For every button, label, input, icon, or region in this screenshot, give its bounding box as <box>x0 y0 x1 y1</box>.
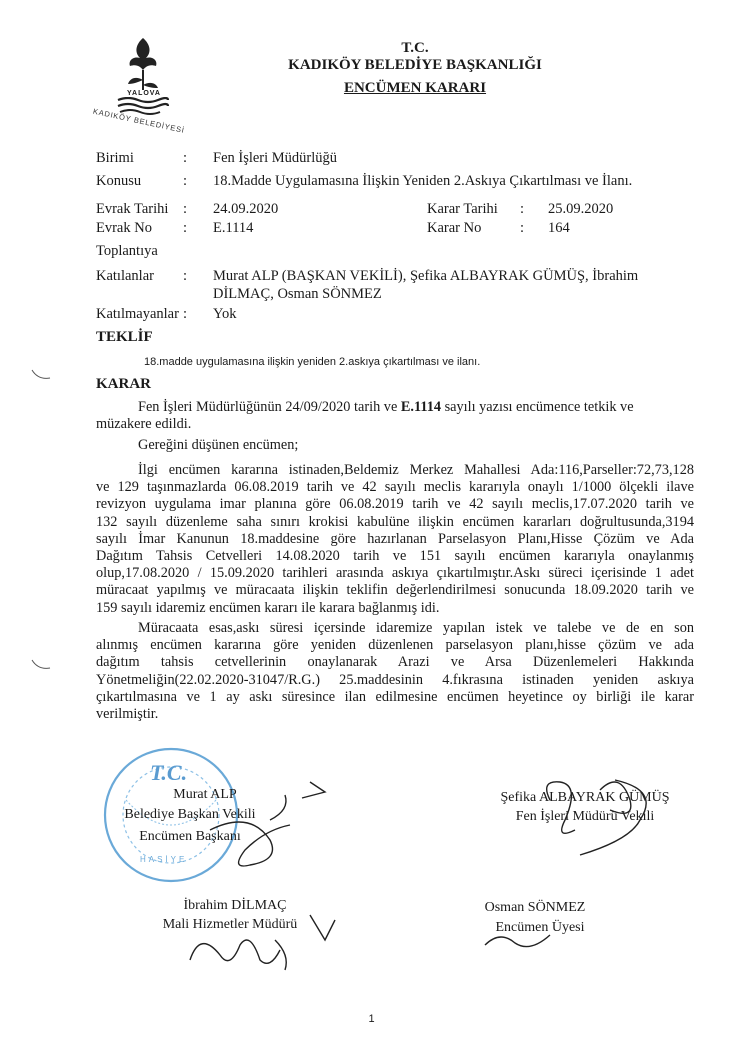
signatory-3-title: Mali Hizmetler Müdürü <box>162 917 298 932</box>
header-document-type: ENCÜMEN KARARI <box>343 80 487 96</box>
birimi-label: Birimi <box>96 150 134 166</box>
karar-no-value: 164 <box>548 220 570 236</box>
karar-p1-text: Fen İşleri Müdürlüğünün 24/09/2020 tarih ve <box>138 399 401 415</box>
punch-mark-icon <box>30 368 52 382</box>
paragraph-line: müracaat yapılmış ve müracaata ilişkin teklifin değerlendirilmesi sonucunda 18.09.2020 tarih ve <box>96 582 694 599</box>
seal-bottom-text: HASİYE <box>140 855 188 864</box>
colon: : <box>183 173 188 189</box>
colon: : <box>183 201 188 217</box>
signatory-2-name: Şefika ALBAYRAK GÜMÜŞ <box>500 790 670 805</box>
signature-3-icon <box>170 900 350 980</box>
paragraph-line: alınmış encümen kararına göre yeniden düzenlenen parselasyon planı,hisse çözüm ve ada <box>96 637 694 654</box>
logo-arc-text: KADIKÖY BELEDİYESİ <box>92 106 186 135</box>
karar-p1-line2: müzakere edildi. <box>96 416 192 433</box>
paragraph-line: Yönetmeliğin(22.02.2020-31047/R.G.) 25.maddesinin 4.fıkrasına istinaden yeniden askıya <box>96 671 694 688</box>
seal-top-text: T.C. <box>150 760 188 785</box>
evrak-no-label: Evrak No <box>96 220 152 236</box>
signatory-1-title-2: Encümen Başkanı <box>139 829 241 844</box>
header-tc: T.C. <box>401 40 429 56</box>
paragraph-line: olup,17.08.2020 / 15.09.2020 tarihleri arasında askıya çıkartılmıştır.Askı süreci içerisinde 1 adet <box>96 565 694 582</box>
teklif-text: 18.madde uygulamasına ilişkin yeniden 2.askıya çıkartılması ve ilanı. <box>144 356 481 368</box>
signatory-1-title-1: Belediye Başkan Vekili <box>124 807 256 822</box>
paragraph-line: İlgi encümen kararına istinaden,Beldemiz Merkez Mahallesi Ada:116,Parseller:72,73,128 <box>138 462 694 478</box>
karar-p1-text-end: sayılı yazısı encümence tetkik ve <box>441 399 634 415</box>
karar-tarihi-label: Karar Tarihi <box>427 201 498 217</box>
karar-tarihi-value: 25.09.2020 <box>548 201 614 217</box>
evrak-tarihi-label: Evrak Tarihi <box>96 201 169 217</box>
signature-1-icon <box>190 770 340 890</box>
punch-mark-icon <box>30 658 52 672</box>
colon: : <box>183 220 188 236</box>
paragraph-line: Müracaata esas,askı süresi içersinde idaremize yapılan istek ve talebe ve de en son <box>138 620 694 636</box>
municipality-logo <box>88 30 198 140</box>
toplanti-label: Toplantıya <box>96 243 158 259</box>
katilanlar-value-line2: DİLMAÇ, Osman SÖNMEZ <box>213 286 382 302</box>
paragraph-line: sayılı İmar Kanunun 18.maddesine göre hazırlanan Parselasyon Planı,Hisse Çözüm ve Ada <box>96 530 694 547</box>
karar-paragraph-3 <box>96 462 694 617</box>
signature-4-icon <box>480 925 560 955</box>
karar-p1-evrak-no: E.1114 <box>400 399 442 415</box>
colon: : <box>183 306 188 322</box>
paragraph-line: ve 129 taşınmazlarda 06.08.2019 tarih ve 42 sayılı meclis kararıyla onaylı 1/1000 ölçekli ilave <box>96 479 694 496</box>
evrak-no-value: E.1114 <box>213 220 254 236</box>
colon: : <box>520 220 525 236</box>
katilanlar-label: Katılanlar <box>96 268 154 284</box>
karar-no-label: Karar No <box>427 220 482 236</box>
paragraph-line: Dağıtım Tahsis Cetvelleri 14.08.2020 tarih ve 151 sayılı encümen kararıyla onaylanmış <box>96 548 694 565</box>
karar-heading: KARAR <box>96 376 151 392</box>
logo-city-text: YALOVA <box>118 90 170 97</box>
karar-paragraph-2: Gereğini düşünen encümen; <box>138 437 299 453</box>
signature-2-icon <box>520 760 680 870</box>
signatory-4-name: Osman SÖNMEZ <box>484 900 586 915</box>
karar-paragraph-4 <box>96 620 694 723</box>
header-institution: KADIKÖY BELEDİYE BAŞKANLIĞI <box>288 57 542 73</box>
signatory-4-title: Encümen Üyesi <box>495 920 585 935</box>
birimi-value: Fen İşleri Müdürlüğü <box>213 150 338 166</box>
paragraph-line: verilmiştir. <box>96 706 159 723</box>
paragraph-line: dağıtım tahsis cetvellerinin onaylanarak Arazi ve Arsa Düzenlemeleri Hakkında <box>96 654 694 671</box>
page-number: 1 <box>368 1013 375 1025</box>
konusu-label: Konusu <box>96 173 142 189</box>
paragraph-line: 159 sayılı idaremiz encümen kararı ile karara bağlanmış idi. <box>96 599 440 616</box>
signatory-3-name: İbrahim DİLMAÇ <box>183 898 287 913</box>
signatory-1-name: Murat ALP <box>173 787 237 802</box>
colon: : <box>520 201 525 217</box>
karar-paragraph-1 <box>96 399 694 433</box>
evrak-tarihi-value: 24.09.2020 <box>213 201 279 217</box>
katilmayanlar-value: Yok <box>213 306 237 322</box>
colon: : <box>183 268 188 284</box>
paragraph-line: revizyon uygulama imar planına göre 06.08.2019 tarih ve 42 sayılı meclis,17.07.2020 tarih ve <box>96 496 694 513</box>
katilanlar-value-line1: Murat ALP (BAŞKAN VEKİLİ), Şefika ALBAYRAK GÜMÜŞ, İbrahim <box>213 268 639 284</box>
paragraph-line: 132 sayılı düzenleme saha sınırı krokisi kabulüne ilişkin encümen kararları doğrultusunda,3194 <box>96 513 694 530</box>
konusu-value: 18.Madde Uygulamasına İlişkin Yeniden 2.Askıya Çıkartılması ve İlanı. <box>213 173 633 189</box>
colon: : <box>183 150 188 166</box>
teklif-heading: TEKLİF <box>96 329 153 345</box>
paragraph-line: çıkartılmasına ve 1 ay askı süresince ilan edilmesine encümen heyetince oy birliği ile karar <box>96 688 694 705</box>
signatory-2-title: Fen İşleri Müdürü Vekili <box>515 809 655 824</box>
katilmayanlar-label: Katılmayanlar <box>96 306 179 322</box>
